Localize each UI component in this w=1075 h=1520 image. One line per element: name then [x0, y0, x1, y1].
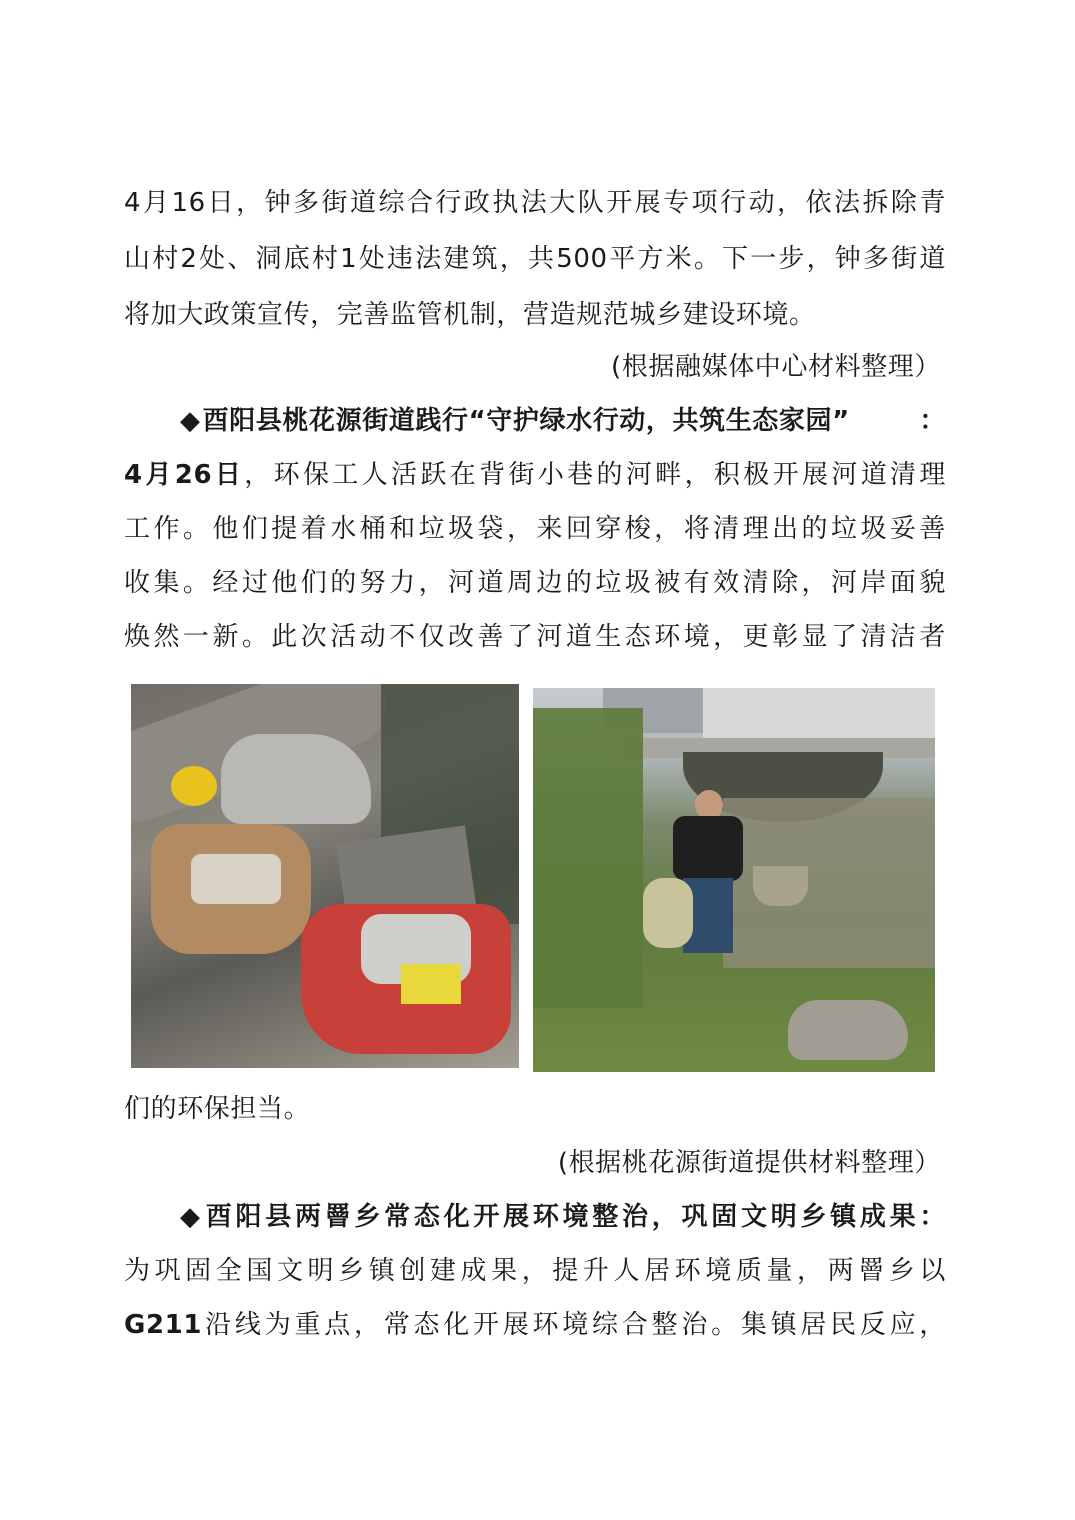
section-heading-colon: ： — [919, 406, 946, 436]
paragraph-line — [124, 458, 946, 492]
paragraph-line: 焕然一新。此次活动不仅改善了河道生态环境，更彰显了清洁者 — [124, 622, 946, 652]
source-note: (根据融媒体中心材料整理） — [611, 352, 941, 382]
paragraph-text: 沿线为重点，常态化开展环境综合整治。集镇居民反应， — [202, 1310, 946, 1340]
section-heading — [180, 404, 946, 438]
paragraph-line: 收集。经过他们的努力，河道周边的垃圾被有效清除，河岸面貌 — [124, 568, 946, 598]
paragraph-line: 山村2处、洞底村1处违法建筑，共500平方米。下一步，钟多街道 — [124, 244, 946, 274]
road-code-text: G211 — [124, 1310, 203, 1340]
diamond-bullet-icon: ◆ — [180, 406, 201, 436]
river-cleanup-photo-right — [533, 688, 935, 1072]
section-heading-text: 酉阳县两罾乡常态化开展环境整治，巩固文明乡镇成果： — [205, 1202, 946, 1232]
date-text: 4月26日 — [124, 460, 245, 490]
section-heading-text: 酉阳县桃花源街道践行“守护绿水行动，共筑生态家园” — [202, 406, 850, 436]
paragraph-line: 为巩固全国文明乡镇创建成果，提升人居环境质量，两罾乡以 — [124, 1256, 946, 1286]
source-note: (根据桃花源街道提供材料整理） — [557, 1148, 941, 1178]
paragraph-line: 们的环保担当。 — [124, 1094, 311, 1124]
paragraph-text: ，环保工人活跃在背街小巷的河畔，积极开展河道清理 — [244, 460, 947, 490]
section-heading — [180, 1200, 946, 1234]
paragraph-line: 4月16日，钟多街道综合行政执法大队开展专项行动，依法拆除青 — [124, 188, 946, 218]
paragraph-line: 工作。他们提着水桶和垃圾袋，来回穿梭，将清理出的垃圾妥善 — [124, 514, 946, 544]
river-cleanup-photo-left — [131, 684, 519, 1068]
diamond-bullet-icon: ◆ — [180, 1202, 204, 1232]
paragraph-line: 将加大政策宣传，完善监管机制，营造规范城乡建设环境。 — [124, 300, 816, 330]
paragraph-line — [124, 1308, 946, 1342]
